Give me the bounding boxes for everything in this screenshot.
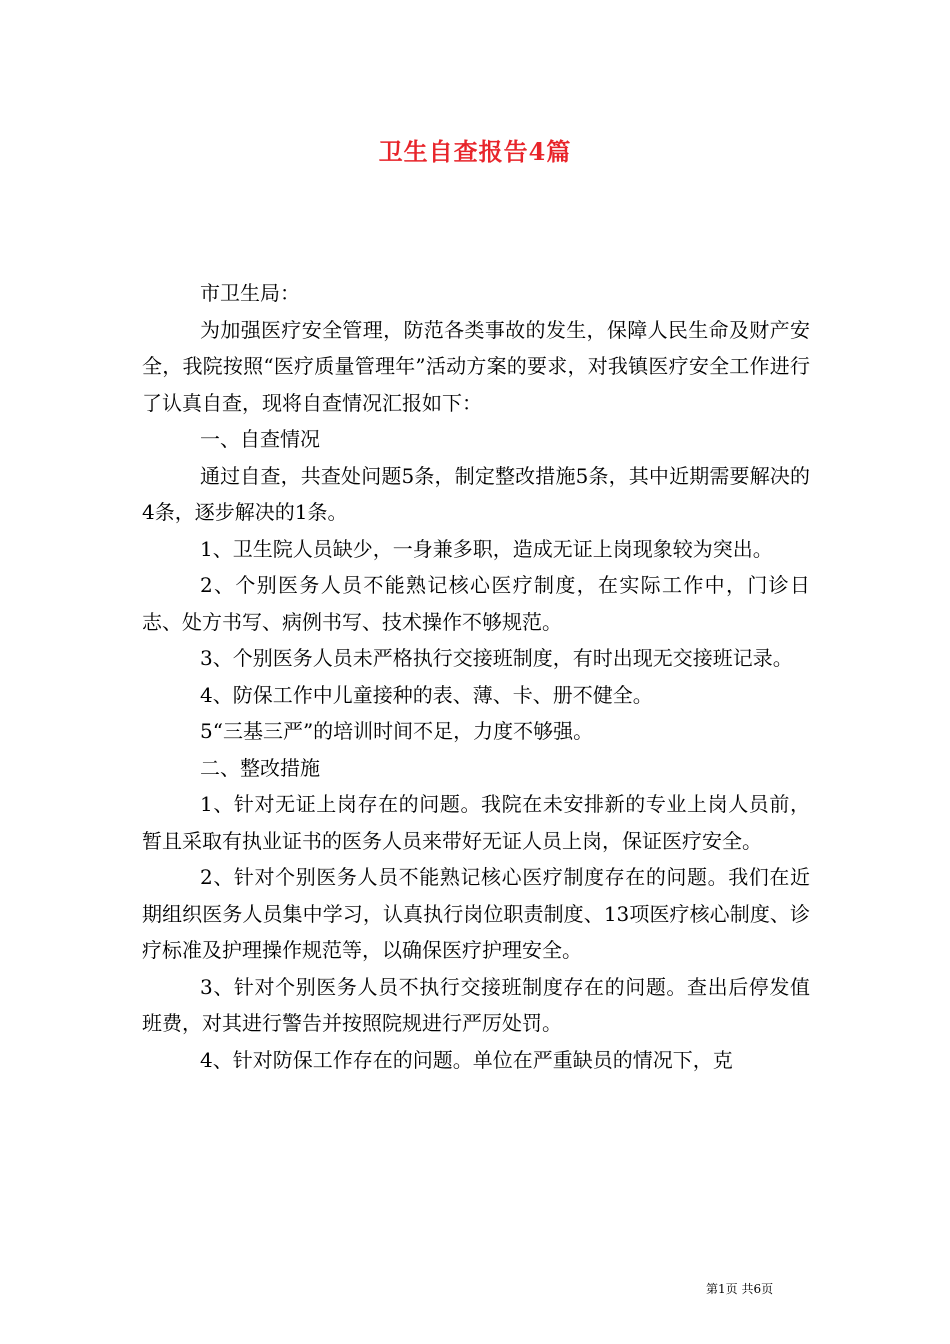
list-item: 2、针对个别医务人员不能熟记核心医疗制度存在的问题。我们在近期组织医务人员集中学习，认真执行岗位职责制度、13项医疗核心制度、诊疗标准及护理操作规范等，以确保医疗护理安全。 — [142, 865, 810, 962]
list-item: 1、针对无证上岗存在的问题。我院在未安排新的专业上岗人员前，暂且采取有执业证书的医务人员来带好无证人员上岗，保证医疗安全。 — [142, 792, 810, 853]
section-heading: 二、整改措施 — [200, 755, 320, 780]
list-item: 4、针对防保工作存在的问题。单位在严重缺员的情况下，克 — [200, 1047, 733, 1072]
page-number: 第1页 共6页 — [706, 1282, 774, 1296]
list-item: 1、卫生院人员缺少，一身兼多职，造成无证上岗现象较为突出。 — [200, 536, 773, 561]
document-body — [142, 275, 810, 1078]
list-item: 2、个别医务人员不能熟记核心医疗制度，在实际工作中，门诊日志、处方书写、病例书写、技术操作不够规范。 — [142, 573, 810, 634]
list-item: 3、针对个别医务人员不执行交接班制度存在的问题。查出后停发值班费，对其进行警告并按照院规进行严厉处罚。 — [142, 974, 810, 1035]
list-item: 5“三基三严”的培训时间不足，力度不够强。 — [200, 719, 594, 743]
paragraph: 通过自查，共查处问题5条，制定整改措施5条，其中近期需要解决的4条，逐步解决的1条。 — [142, 463, 810, 524]
section-heading: 一、自查情况 — [200, 427, 320, 451]
list-item: 3、个别医务人员未严格执行交接班制度，有时出现无交接班记录。 — [200, 646, 793, 670]
salutation: 市卫生局： — [200, 281, 300, 305]
document-title: 卫生自查报告4篇 — [378, 137, 572, 166]
list-item: 4、防保工作中儿童接种的表、薄、卡、册不健全。 — [200, 682, 653, 707]
paragraph: 为加强医疗安全管理，防范各类事故的发生，保障人民生命及财产安全，我院按照“医疗质量管理年”活动方案的要求，对我镇医疗安全工作进行了认真自查，现将自查情况汇报如下： — [142, 317, 810, 415]
